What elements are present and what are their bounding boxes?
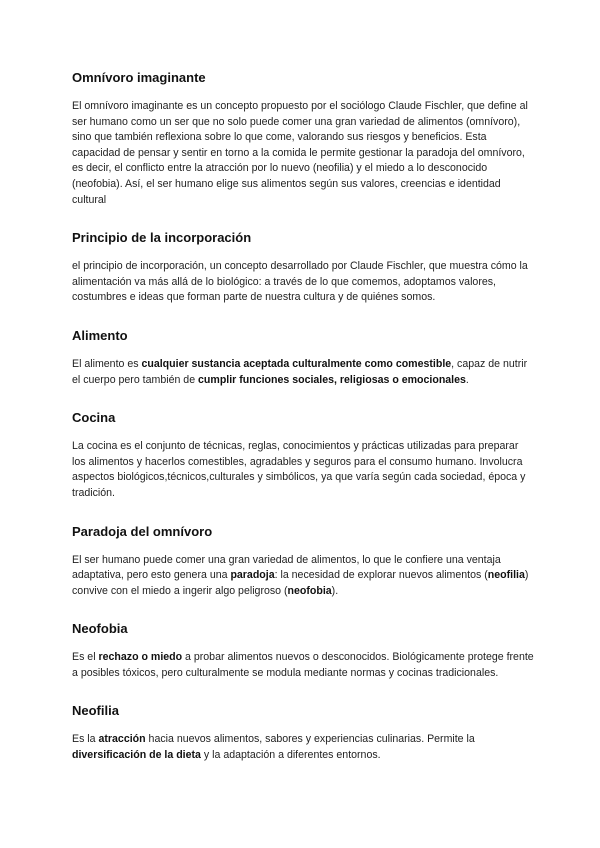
section-paragraph — [72, 259, 534, 306]
bold-term: neofobia — [287, 584, 332, 597]
text-run: . — [465, 373, 469, 386]
section-paragraph — [72, 357, 534, 388]
text-run: El omnívoro imaginante es un concepto propuesto por el sociólogo Claude Fischler, que define al ser humano como un ser que no solo puede comer una gran variedad de alimentos (omnívoro), sino que también reflexiona sobre lo que come, valorando sus riesgos y beneficios. Esta capacidad de pensar y sentir en torno a la comida le permite gestionar la paradoja del omnívoro, es decir, el conflicto entre la atracción por lo nuevo (neofilia) y el miedo a lo desconocido (neofobia). Así, el ser humano elige sus alimentos según sus valores, creencias e identidad cultural — [72, 100, 528, 206]
section-alimento — [72, 327, 534, 388]
text-run: a probar alimentos nuevos o desconocidos. Biológicamente protege frente a posibles tóxicos, pero culturalmente se modula mediante normas y cocinas tradicionales. — [72, 651, 534, 679]
section-heading: Neofilia — [72, 703, 119, 719]
text-run: , capaz de nutrir el cuerpo pero también de — [72, 357, 528, 386]
section-paragraph — [72, 732, 534, 763]
text-run: hacia nuevos alimentos, sabores y experiencias culinarias. Permite la — [145, 733, 475, 746]
text-run: El alimento es — [72, 357, 142, 370]
bold-term: neofilia — [487, 569, 525, 582]
section-heading: Alimento — [72, 327, 128, 343]
text-run: ) convive con el miedo a ingerir algo peligroso ( — [72, 569, 529, 597]
text-run: ). — [331, 584, 339, 597]
section-paragraph — [72, 439, 534, 501]
text-run: Es la — [72, 733, 99, 746]
section-paradoja-omnivoro — [72, 523, 534, 600]
section-cocina — [72, 409, 534, 501]
section-heading: Cocina — [72, 410, 116, 426]
bold-term: rechazo o miedo — [98, 651, 183, 664]
text-run: : la necesidad de explorar nuevos alimentos ( — [274, 569, 488, 582]
text-run: La cocina es el conjunto de técnicas, reglas, conocimientos y prácticas utilizadas para preparar los alimentos y hacerlos comestibles, agradables y seguros para el consumo humano. Involucra aspectos biológicos,técnicos,culturales y simbólicos, ya que varía según cada sociedad, época y tradición. — [72, 440, 526, 499]
section-heading: Principio de la incorporación — [72, 230, 252, 246]
text-run: Es el — [72, 651, 99, 664]
text-run: el principio de incorporación, un concepto desarrollado por Claude Fischler, que muestra cómo la alimentación va más allá de lo biológico: a través de lo que comemos, adoptamos valores, costumbres e ideas que forman parte de nuestra cultura y de quiénes somos. — [72, 260, 528, 304]
bold-term: cualquier sustancia aceptada culturalmente como comestible — [141, 357, 452, 370]
bold-term: paradoja — [230, 569, 275, 582]
section-neofobia — [72, 620, 534, 681]
document-page — [72, 64, 534, 785]
bold-term: atracción — [98, 733, 146, 746]
section-heading: Neofobia — [72, 621, 128, 637]
text-run: y la adaptación a diferentes entornos. — [200, 749, 381, 762]
section-principio-incorporacion — [72, 229, 534, 306]
bold-term: diversificación de la dieta — [72, 749, 201, 762]
bold-term: cumplir funciones sociales, religiosas o emocionales — [198, 373, 466, 386]
section-heading: Omnívoro imaginante — [72, 70, 206, 85]
section-paragraph — [72, 553, 534, 600]
section-neofilia — [72, 702, 534, 763]
section-omnivoro-imaginante — [72, 69, 534, 208]
section-heading: Paradoja del omnívoro — [72, 523, 213, 539]
text-run: El ser humano puede comer una gran variedad de alimentos, lo que le confiere una ventaja adaptativa, pero esto genera una — [72, 553, 501, 582]
section-paragraph — [72, 99, 534, 208]
section-paragraph — [72, 650, 534, 681]
